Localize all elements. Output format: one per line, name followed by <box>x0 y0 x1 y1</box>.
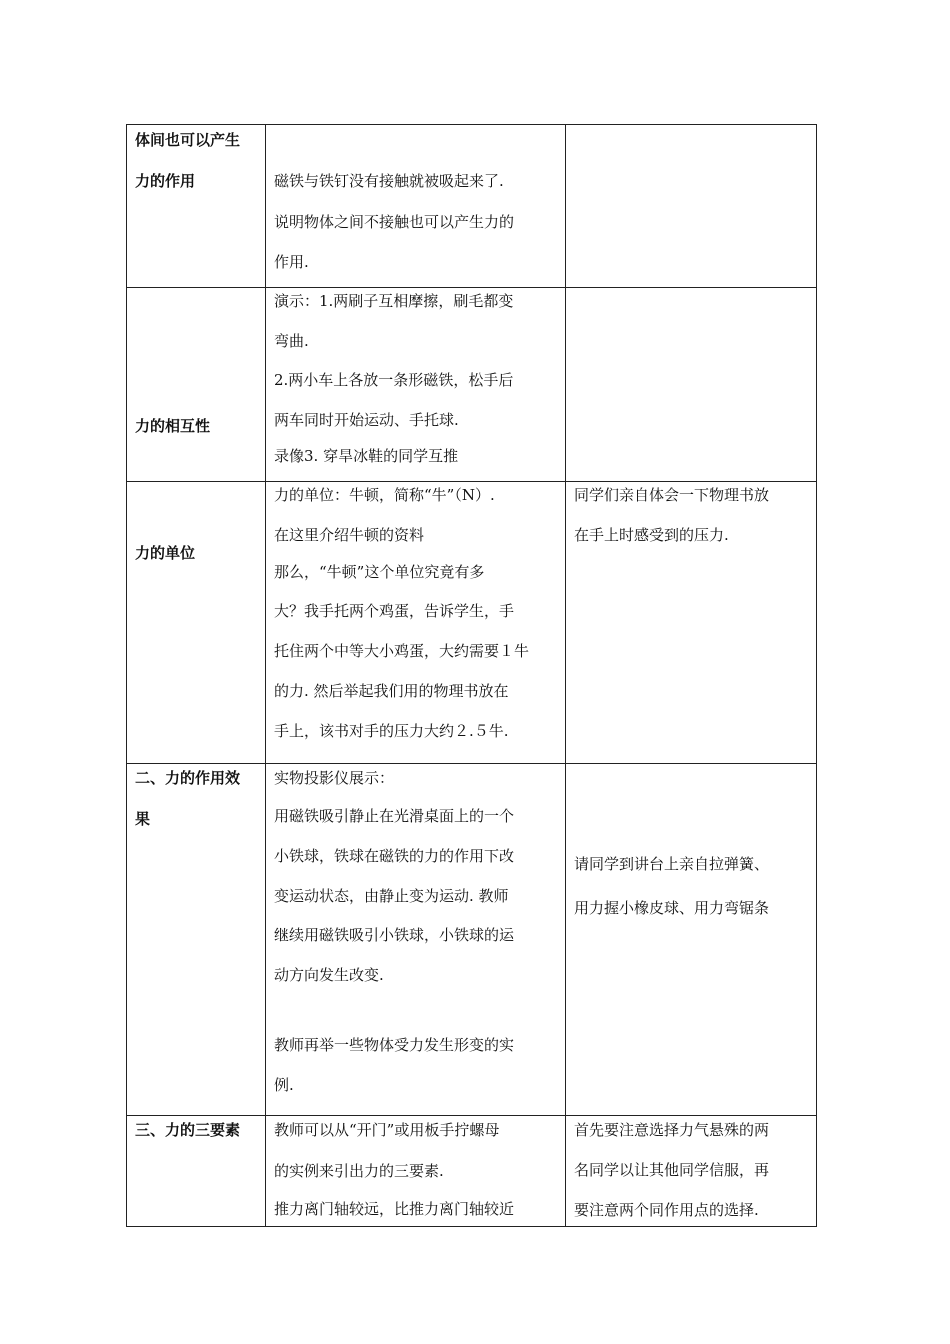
activity-cell <box>566 1116 817 1227</box>
content-line: 说明物体之间不接触也可以产生力的 <box>274 213 515 231</box>
topic-cell <box>127 288 266 482</box>
activity-line: 要注意两个同作用点的选择. <box>574 1201 759 1219</box>
topic-cell <box>127 482 266 764</box>
activity-line: 请同学到讲台上亲自拉弹簧、 <box>574 855 770 873</box>
content-cell <box>266 288 566 482</box>
activity-line: 在手上时感受到的压力. <box>574 526 729 544</box>
content-line: 推力离门轴较远，比推力离门轴较近 <box>274 1200 515 1218</box>
content-line: 大？我手托两个鸡蛋，告诉学生，手 <box>274 602 515 620</box>
activity-line: 首先要注意选择力气悬殊的两 <box>574 1121 770 1139</box>
activity-line: 同学们亲自体会一下物理书放 <box>574 486 770 504</box>
content-line: 2.两小车上各放一条形磁铁，松手后 <box>274 371 514 389</box>
topic-line: 力的作用 <box>135 172 196 190</box>
content-line: 实物投影仪展示： <box>274 769 395 787</box>
content-line: 用磁铁吸引静止在光滑桌面上的一个 <box>274 807 515 825</box>
topic-line: 体间也可以产生 <box>135 131 241 149</box>
content-line: 磁铁与铁钉没有接触就被吸起来了. <box>274 172 504 190</box>
table-row <box>127 764 817 1116</box>
topic-line: 二、力的作用效 <box>135 769 241 787</box>
content-line: 继续用磁铁吸引小铁球，小铁球的运 <box>274 926 515 944</box>
topic-cell <box>127 1116 266 1227</box>
content-line: 教师可以从“开门”或用板手拧螺母 <box>274 1121 500 1139</box>
activity-cell <box>566 288 817 482</box>
topic-line: 果 <box>135 810 151 828</box>
content-line: 力的单位：牛顿，简称“牛”（N）. <box>274 486 495 504</box>
topic-line: 力的单位 <box>135 544 196 562</box>
table-row <box>127 1116 817 1227</box>
content-line: 例. <box>274 1076 294 1094</box>
content-cell <box>266 764 566 1116</box>
content-line: 的实例来引出力的三要素. <box>274 1162 444 1180</box>
content-line: 那么，“牛顿”这个单位究竟有多 <box>274 563 485 581</box>
activity-cell <box>566 125 817 288</box>
content-line: 演示：1.两刷子互相摩擦，刷毛都变 <box>274 292 514 310</box>
activity-cell <box>566 482 817 764</box>
content-line: 作用. <box>274 253 309 271</box>
activity-cell <box>566 764 817 1116</box>
content-cell <box>266 482 566 764</box>
topic-line: 三、力的三要素 <box>135 1121 241 1139</box>
table-row <box>127 125 817 288</box>
content-line: 变运动状态，由静止变为运动. 教师 <box>274 887 509 905</box>
lesson-plan-table <box>126 124 817 1227</box>
content-line: 的力. 然后举起我们用的物理书放在 <box>274 682 509 700</box>
table-row <box>127 482 817 764</box>
content-line: 弯曲. <box>274 332 309 350</box>
content-line: 在这里介绍牛顿的资料 <box>274 526 425 544</box>
topic-cell <box>127 764 266 1116</box>
activity-line: 用力握小橡皮球、用力弯锯条 <box>574 899 770 917</box>
topic-cell <box>127 125 266 288</box>
content-line: 托住两个中等大小鸡蛋，大约需要１牛 <box>274 642 530 660</box>
content-cell <box>266 125 566 288</box>
content-cell <box>266 1116 566 1227</box>
content-line: 小铁球，铁球在磁铁的力的作用下改 <box>274 847 515 865</box>
content-line: 录像3. 穿旱冰鞋的同学互推 <box>274 447 459 465</box>
content-line: 教师再举一些物体受力发生形变的实 <box>274 1036 515 1054</box>
content-line: 手上，该书对手的压力大约２.５牛. <box>274 722 509 740</box>
content-line: 两车同时开始运动、手托球. <box>274 411 459 429</box>
content-line: 动方向发生改变. <box>274 966 384 984</box>
table-row <box>127 288 817 482</box>
activity-line: 名同学以让其他同学信服，再 <box>574 1161 770 1179</box>
topic-line: 力的相互性 <box>135 417 211 435</box>
